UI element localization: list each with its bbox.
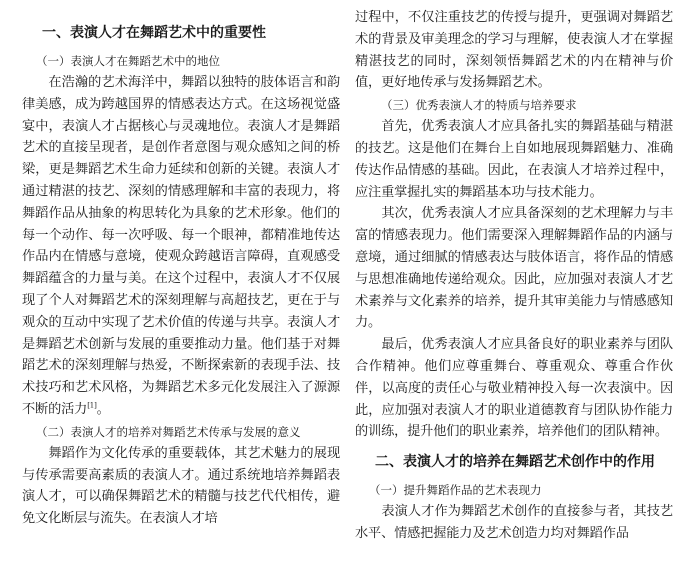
section-heading-1: 一、表演人才在舞蹈艺术中的重要性: [42, 25, 266, 41]
subsection-heading-3: （三）优秀表演人才的特质与培养要求: [381, 98, 577, 113]
section-heading-2: 二、表演人才的培养在舞蹈艺术创作中的作用: [375, 454, 655, 471]
left-column: [22, 0, 340, 530]
paragraph-1-text: 在浩瀚的艺术海洋中，舞蹈以独特的肢体语言和韵律美感，成为跨越国界的情感表达方式。在这场视觉盛宴中，表演人才占据核心与灵魂地位。表演人才是舞蹈艺术的直接呈现者，是创作者意图与观众感知之间的桥梁，更是舞蹈艺术生命力延续和创新的关键。表演人才通过精湛的技艺、深刻的情感理解和丰富的表现力，将舞蹈作品从抽象的构思转化为具象的艺术形象。他们的每一个动作、每一次呼吸、每一个眼神，都精准地传达作品内在情感与意境，使观众跨越语言障碍，直观感受舞蹈蕴含的力量与美。在这个过程中，表演人才不仅展现了个人对舞蹈艺术的深刻理解与高超技艺，更在于与观众的互动中实现了艺术价值的传递与共享。表演人才是舞蹈艺术创新与发展的重要推动力量。他们基于对舞蹈艺术的深刻理解与热爱，不断探索新的表现手法、技术技巧和艺术风格，为舞蹈艺术多元化发展注入了源源不断的活力: [22, 75, 340, 417]
citation-1: [1]: [87, 401, 97, 410]
paragraph-3: 首先，优秀表演人才应具备扎实的舞蹈基础与精湛的技艺。这是他们在舞台上自如地展现舞蹈魅力、准确传达作品情感的基础。因此，在表演人才培养过程中，应注重掌握扎实的舞蹈基本功与技术能力。: [355, 119, 673, 200]
subsection-heading-1: （一）表演人才在舞蹈艺术中的地位: [36, 54, 220, 68]
paragraph-1-end: 。: [96, 401, 110, 417]
paragraph-1: [22, 72, 340, 421]
subsection-heading-4: （一）提升舞蹈作品的艺术表现力: [369, 483, 542, 498]
subsection-heading-2: （二）表演人才的培养对舞蹈艺术传承与发展的意义: [36, 424, 301, 439]
right-column: [355, 0, 673, 545]
paragraph-6: 表演人才作为舞蹈艺术创作的直接参与者，其技艺水平、情感把握能力及艺术创造力均对舞蹈作品: [355, 504, 673, 541]
paragraph-4: 其次，优秀表演人才应具备深刻的艺术理解力与丰富的情感表现力。他们需要深入理解舞蹈作品的内涵与意境，通过细腻的情感表达与肢体语言，将作品的情感与思想准确地传递给观众。因此，应加强对表演人才艺术素养与文化素养的培养，提升其审美能力与情感感知力。: [355, 206, 673, 331]
paragraph-2-continued: 过程中，不仅注重技艺的传授与提升，更强调对舞蹈艺术的背景及审美理念的学习与理解，使表演人才在掌握精湛技艺的同时，深刻领悟舞蹈艺术的内在精神与价值，更好地传承与发扬舞蹈艺术。: [355, 10, 673, 91]
paragraph-2: 舞蹈作为文化传承的重要载体，其艺术魅力的展现与传承需要高素质的表演人才。通过系统地培养舞蹈表演人才，可以确保舞蹈艺术的精髓与技艺代代相传，避免文化断层与流失。在表演人才培: [22, 445, 340, 527]
paragraph-5: 最后，优秀表演人才应具备良好的职业素养与团队合作精神。他们应尊重舞台、尊重观众、尊重合作伙伴，以高度的责任心与敬业精神投入每一次表演中。因此，应加强对表演人才的职业道德教育与团队协作能力的训练，提升他们的职业素养，培养他们的团队精神。: [355, 337, 673, 440]
